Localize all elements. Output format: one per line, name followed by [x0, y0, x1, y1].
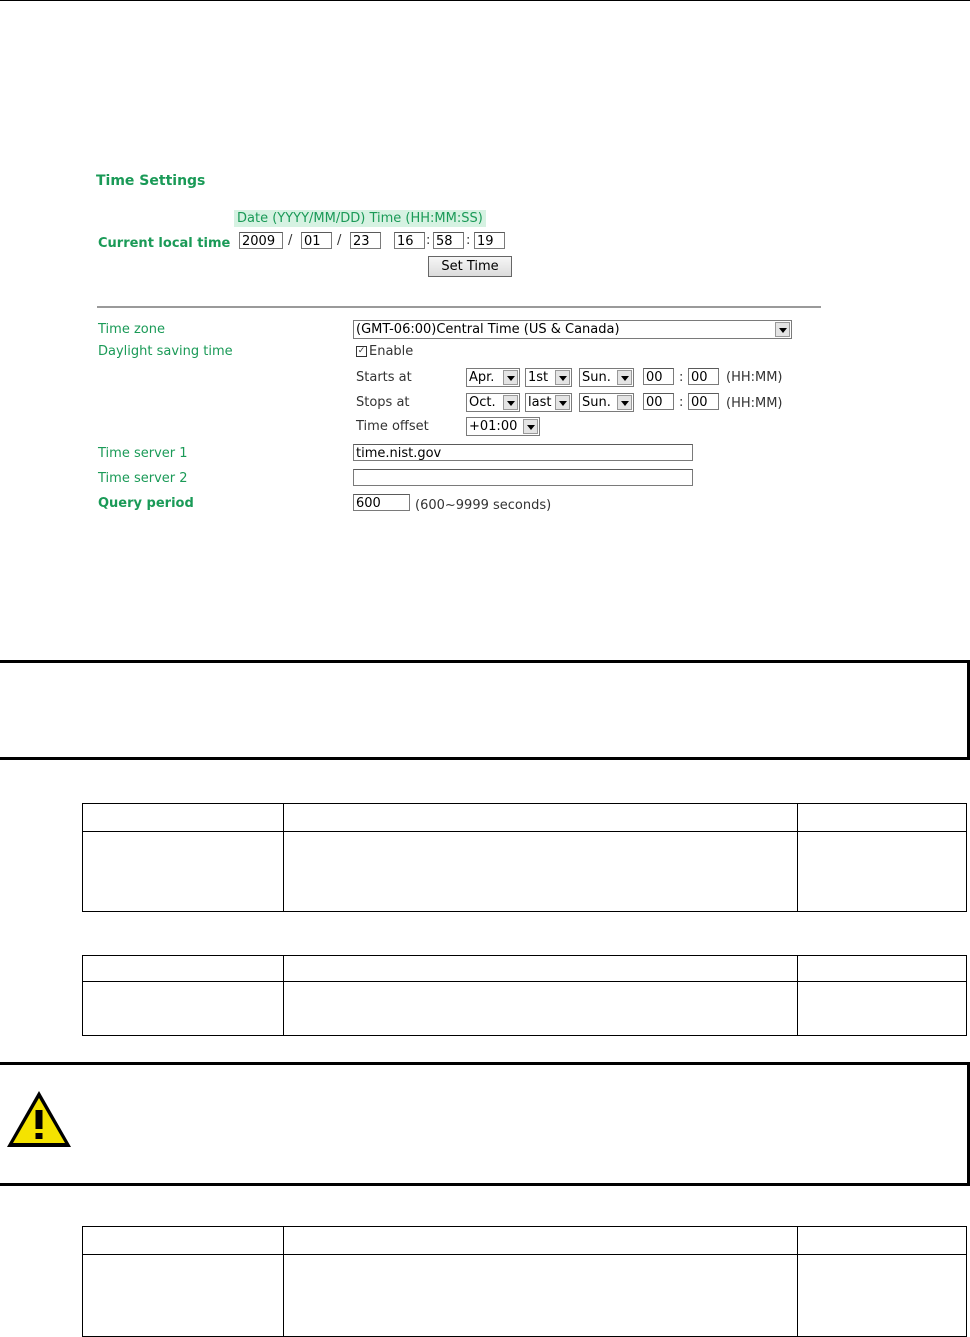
warning-triangle-icon [4, 1088, 74, 1150]
table-cell [798, 832, 967, 912]
time-zone-label: Time zone [98, 322, 165, 337]
time-server1-label: Time server 1 [98, 446, 188, 461]
chevron-down-icon [775, 322, 790, 337]
chevron-down-icon [617, 370, 632, 385]
chevron-down-icon [555, 370, 570, 385]
set-time-button[interactable]: Set Time [428, 256, 512, 277]
panel-title: Time Settings [96, 173, 206, 189]
starts-day-value: Sun. [582, 370, 611, 385]
dst-label: Daylight saving time [98, 344, 233, 359]
table-cell [83, 982, 284, 1036]
current-local-time-label: Current local time [98, 236, 231, 251]
chevron-down-icon [503, 395, 518, 410]
table-header-cell [798, 1227, 967, 1255]
starts-week-select[interactable] [525, 368, 572, 387]
time-server1-input[interactable]: time.nist.gov [353, 444, 693, 461]
table-header-cell [83, 804, 284, 832]
stops-week-select[interactable] [525, 393, 572, 412]
stops-day-select[interactable] [579, 393, 634, 412]
stops-month-select[interactable] [466, 393, 520, 412]
stops-mm-input[interactable]: 00 [688, 393, 719, 410]
year-input[interactable]: 2009 [239, 232, 283, 249]
query-period-input[interactable]: 600 [353, 494, 410, 511]
query-period-label: Query period [98, 496, 194, 511]
time-zone-select[interactable] [353, 320, 792, 339]
stops-week-value: last [528, 395, 552, 410]
starts-mm-input[interactable]: 00 [688, 368, 719, 385]
hour-input[interactable]: 16 [394, 232, 425, 249]
table-header-cell [83, 956, 284, 982]
warning-box [0, 1062, 970, 1186]
query-period-hint: (600~9999 seconds) [415, 498, 552, 513]
stops-day-value: Sun. [582, 395, 611, 410]
second-input[interactable]: 19 [474, 232, 505, 249]
time-separator: : [679, 395, 684, 410]
time-offset-value: +01:00 [469, 419, 518, 434]
time-server2-input[interactable] [353, 469, 693, 486]
table-cell [798, 1255, 967, 1337]
date-separator: / [337, 233, 342, 248]
starts-hh-input[interactable]: 00 [643, 368, 674, 385]
starts-at-label: Starts at [356, 370, 412, 385]
hhmm-hint: (HH:MM) [726, 396, 783, 411]
chevron-down-icon [617, 395, 632, 410]
table-cell [83, 832, 284, 912]
starts-month-value: Apr. [469, 370, 495, 385]
stops-month-value: Oct. [469, 395, 496, 410]
hhmm-hint: (HH:MM) [726, 370, 783, 385]
table-header-cell [83, 1227, 284, 1255]
chevron-down-icon [555, 395, 570, 410]
starts-day-select[interactable] [579, 368, 634, 387]
table-header-cell [798, 956, 967, 982]
page-top-rule [0, 0, 970, 1]
setting-table-1 [82, 803, 967, 912]
chevron-down-icon [503, 370, 518, 385]
dst-enable-checkbox[interactable] [356, 344, 413, 359]
month-input[interactable]: 01 [301, 232, 332, 249]
section-divider [97, 306, 821, 308]
time-offset-select[interactable] [466, 417, 540, 436]
time-offset-label: Time offset [356, 419, 429, 434]
date-separator: / [288, 233, 293, 248]
table-cell [798, 982, 967, 1036]
time-separator: : [466, 233, 471, 248]
time-zone-value: (GMT-06:00)Central Time (US & Canada) [356, 322, 620, 337]
table-cell [284, 1255, 798, 1337]
time-server2-label: Time server 2 [98, 471, 188, 486]
day-input[interactable]: 23 [350, 232, 381, 249]
checkbox-checked-icon: ✓ [357, 346, 366, 356]
date-header: Date (YYYY/MM/DD) [237, 211, 366, 226]
table-header-cell [284, 1227, 798, 1255]
time-header: Time (HH:MM:SS) [369, 211, 483, 226]
note-box [0, 660, 970, 760]
stops-at-label: Stops at [356, 395, 410, 410]
chevron-down-icon [523, 419, 538, 434]
time-separator: : [679, 370, 684, 385]
setting-table-2 [82, 955, 967, 1036]
date-time-header [234, 210, 486, 227]
table-cell [284, 832, 798, 912]
table-cell [284, 982, 798, 1036]
time-separator: : [426, 233, 431, 248]
table-header-cell [798, 804, 967, 832]
dst-enable-label: Enable [369, 344, 414, 359]
starts-week-value: 1st [528, 370, 549, 385]
stops-hh-input[interactable]: 00 [643, 393, 674, 410]
setting-table-3 [82, 1226, 967, 1337]
minute-input[interactable]: 58 [433, 232, 464, 249]
starts-month-select[interactable] [466, 368, 520, 387]
table-header-cell [284, 804, 798, 832]
table-cell [83, 1255, 284, 1337]
table-header-cell [284, 956, 798, 982]
